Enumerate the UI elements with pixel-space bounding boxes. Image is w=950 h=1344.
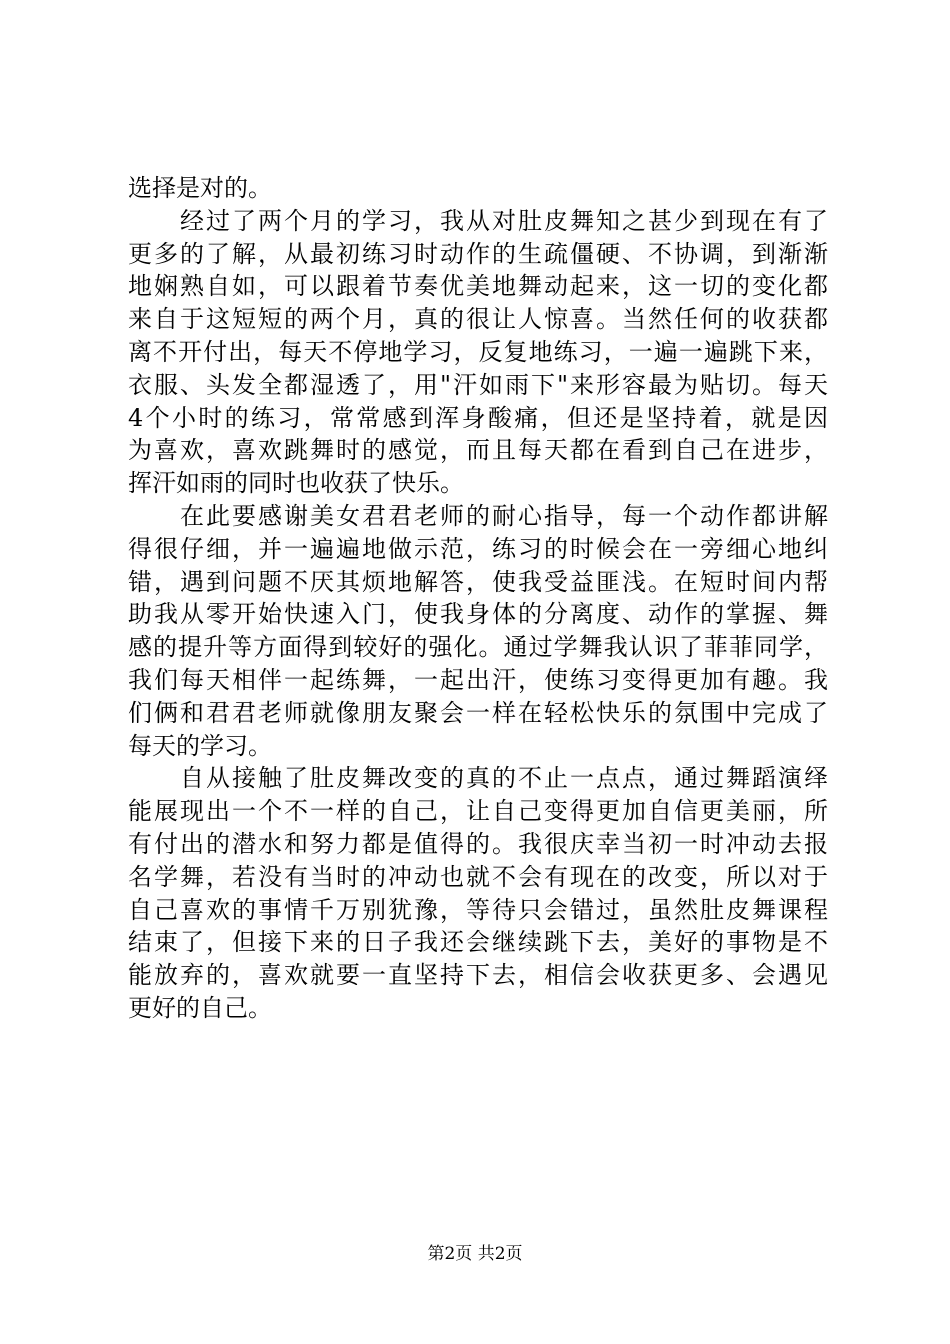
text-line: 助我从零开始快速入门，使我身体的分离度、动作的掌握、舞 <box>128 600 828 629</box>
text-line: 衣服、头发全都湿透了，用"汗如雨下"来形容最为贴切。每天 <box>128 370 828 399</box>
page-number-label: 第2页 共2页 <box>427 1244 523 1264</box>
text-line: 感的提升等方面得到较好的强化。通过学舞我认识了菲菲同学， <box>128 633 828 662</box>
paragraph-2 <box>128 205 828 500</box>
text-line: 自从接触了肚皮舞改变的真的不止一点点，通过舞蹈演绎 <box>180 764 828 793</box>
text-line: 来自于这短短的两个月，真的很让人惊喜。当然任何的收获都 <box>128 305 828 334</box>
text-line: 在此要感谢美女君君老师的耐心指导，每一个动作都讲解 <box>180 501 828 530</box>
text-line: 错，遇到问题不厌其烦地解答，使我受益匪浅。在短时间内帮 <box>128 567 828 596</box>
text-line: 结束了，但接下来的日子我还会继续跳下去，美好的事物是不 <box>128 928 828 957</box>
text-line: 得很仔细，并一遍遍地做示范，练习的时候会在一旁细心地纠 <box>128 534 828 563</box>
text-line: 挥汗如雨的同时也收获了快乐。 <box>128 469 464 498</box>
text-line: 经过了两个月的学习，我从对肚皮舞知之甚少到现在有了 <box>180 206 828 235</box>
text-line: 有付出的潜水和努力都是值得的。我很庆幸当初一时冲动去报 <box>128 829 828 858</box>
text-line: 能放弃的，喜欢就要一直坚持下去，相信会收获更多、会遇见 <box>128 961 828 990</box>
text-line: 能展现出一个不一样的自己，让自己变得更加自信更美丽，所 <box>128 797 828 826</box>
text-line: 每天的学习。 <box>128 731 272 760</box>
text-line: 4个小时的练习，常常感到浑身酸痛，但还是坚持着，就是因 <box>128 403 828 432</box>
text-line: 离不开付出，每天不停地学习，反复地练习，一遍一遍跳下来， <box>128 337 828 366</box>
paragraph-4 <box>128 762 828 1024</box>
text-line: 选择是对的。 <box>128 174 272 202</box>
text-line: 更多的了解，从最初练习时动作的生疏僵硬、不协调，到渐渐 <box>128 239 828 268</box>
text-line: 为喜欢，喜欢跳舞时的感觉，而且每天都在看到自己在进步， <box>128 436 828 465</box>
page-footer <box>0 1242 950 1266</box>
text-line: 我们每天相伴一起练舞，一起出汗，使练习变得更加有趣。我 <box>128 665 828 694</box>
text-line: 地娴熟自如，可以跟着节奏优美地舞动起来，这一切的变化都 <box>128 272 828 301</box>
text-line: 自己喜欢的事情千万别犹豫，等待只会错过，虽然肚皮舞课程 <box>128 895 828 924</box>
text-line: 们俩和君君老师就像朋友聚会一样在轻松快乐的氛围中完成了 <box>128 698 828 727</box>
text-line: 更好的自己。 <box>128 993 272 1022</box>
text-line: 名学舞，若没有当时的冲动也就不会有现在的改变，所以对于 <box>128 862 828 891</box>
document-body <box>128 172 828 1025</box>
paragraph-3 <box>128 500 828 762</box>
paragraph-1 <box>128 172 828 205</box>
